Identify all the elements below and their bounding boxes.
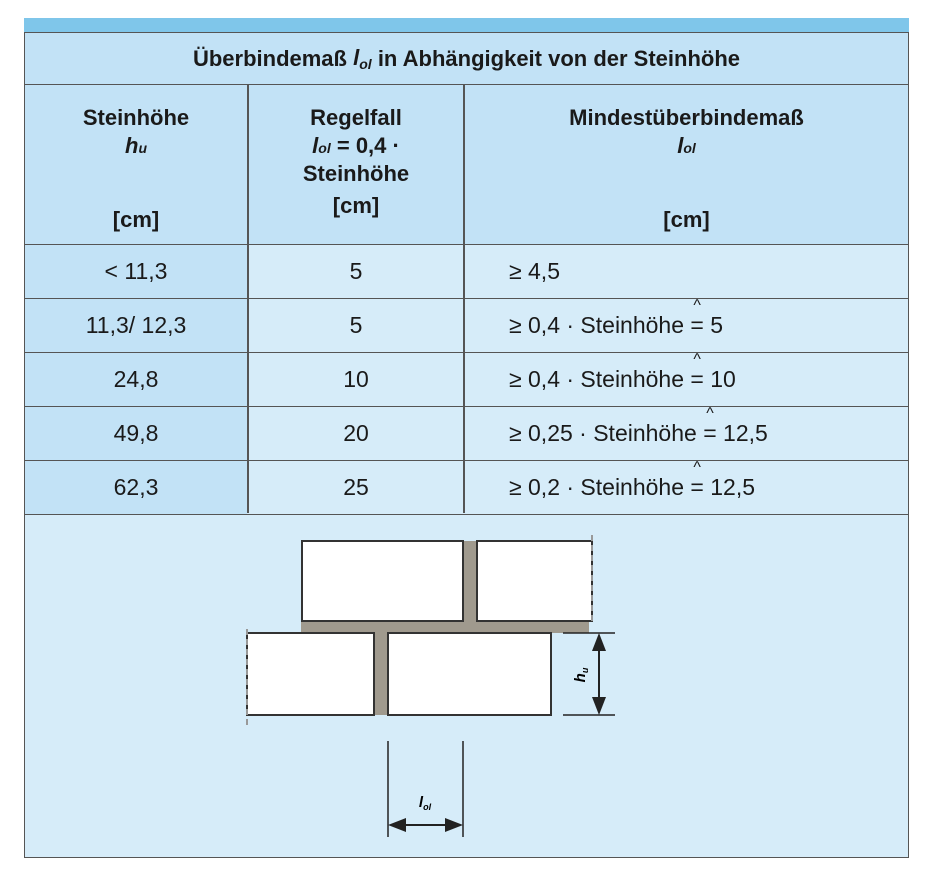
cell-height: 49,8: [25, 407, 247, 460]
header-col2-label: Regelfall: [310, 105, 402, 130]
table-row: [25, 299, 908, 353]
header-regelfall: [249, 85, 463, 245]
header-col2-line3: Steinhöhe: [302, 161, 410, 186]
header-col3-symbol: lol: [677, 133, 696, 158]
cell-regular: 20: [343, 420, 369, 446]
table-row: [25, 245, 908, 299]
brick: [247, 633, 374, 715]
header-col3-label: Mindestüberbindemaß: [569, 105, 804, 130]
table-row: [25, 353, 908, 407]
brick: [477, 541, 592, 621]
table-row: [25, 407, 908, 461]
cell-minimum: ≥ 0,4 · Steinhöhe ^ = 10: [509, 353, 736, 406]
brick-overlap-diagram: [25, 515, 907, 855]
overlap-table: [24, 32, 909, 858]
cell-regular: 5: [349, 312, 363, 338]
overlap-label: $l_{ol}$: [418, 794, 432, 812]
title-suffix: in Abhängigkeit von der Steinhöhe: [377, 45, 741, 71]
cell-height: < 11,3: [25, 245, 247, 298]
cell-minimum: ≥ 4,5: [509, 258, 560, 284]
mortar-joint-vertical-top: [463, 541, 477, 627]
header-col2-unit: [cm]: [332, 193, 380, 218]
top-accent-bar: [24, 18, 909, 32]
title-prefix: Überbindemaß: [192, 45, 347, 71]
cell-regular: 25: [343, 474, 369, 500]
brick: [388, 633, 551, 715]
cell-height: 11,3/ 12,3: [25, 299, 247, 352]
cell-minimum: ≥ 0,2 · Steinhöhe ^ = 12,5: [509, 461, 755, 514]
column-divider: [463, 85, 465, 513]
mortar-joint-vertical-bottom: [374, 629, 388, 715]
title-symbol: lol: [353, 45, 372, 72]
header-col3-unit: [cm]: [663, 207, 710, 232]
cell-minimum: ≥ 0,25 · Steinhöhe ^ = 12,5: [509, 407, 768, 460]
header-mindestueberbindemass: [465, 85, 908, 245]
table-row: [25, 461, 908, 515]
header-col1-symbol: hu: [124, 133, 147, 158]
arrow-right-icon: [445, 818, 463, 832]
arrow-down-icon: [592, 697, 606, 715]
arrow-up-icon: [592, 633, 606, 651]
cell-height: 62,3: [25, 461, 247, 514]
header-steinhoehe: [25, 85, 247, 245]
cell-regular: 10: [343, 366, 369, 392]
header-col1-unit: [cm]: [112, 207, 160, 232]
header-col2-formula: lol = 0,4 ·: [312, 133, 400, 158]
table-title: [25, 33, 908, 85]
cell-height: 24,8: [25, 353, 247, 406]
column-divider: [247, 85, 249, 513]
height-label: $h_u$: [572, 667, 590, 683]
cell-regular: 5: [349, 258, 363, 284]
header-col1-label: Steinhöhe: [82, 105, 190, 130]
arrow-left-icon: [388, 818, 406, 832]
brick: [302, 541, 463, 621]
mortar-joint-bed: [301, 621, 589, 633]
cell-minimum: ≥ 0,4 · Steinhöhe ^ = 5: [509, 299, 723, 352]
